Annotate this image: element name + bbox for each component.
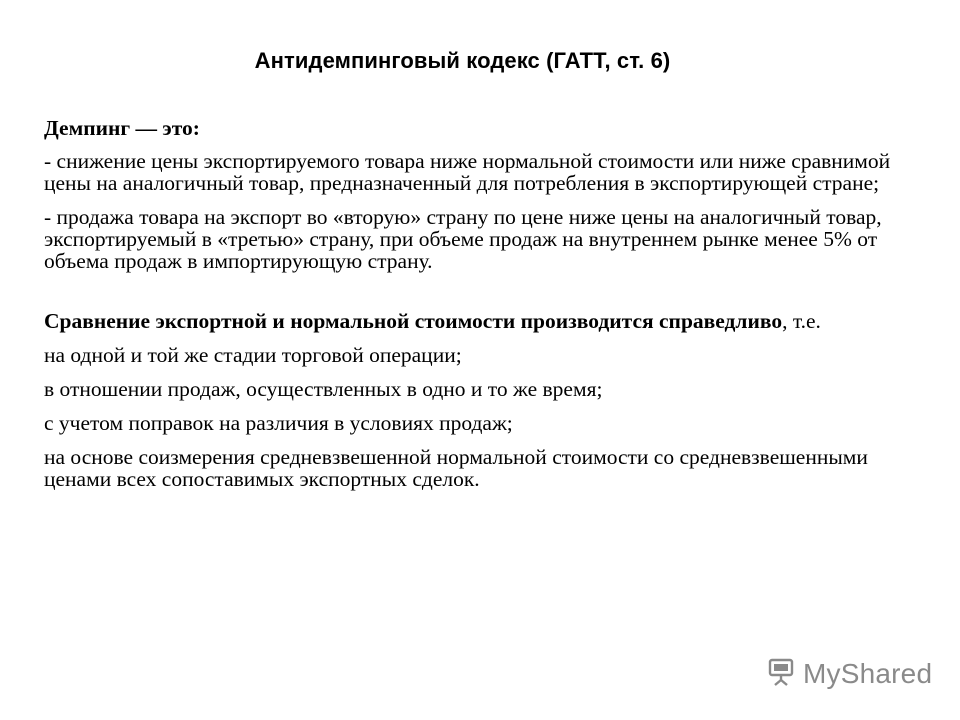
comparison-rest-text: , т.е.	[782, 309, 821, 333]
definition-heading: Демпинг — это:	[44, 116, 200, 140]
slide-title: Антидемпинговый кодекс (ГАТТ, ст. 6)	[254, 48, 671, 73]
comparison-item: на одной и той же стадии торговой операции;	[44, 343, 462, 367]
definition-item: - снижение цены экспортируемого товара ниже нормальной стоимости или ниже сравнимой цены на аналогичный товар, предназначенный для потребления в экспортирующей стране;	[44, 149, 891, 195]
presentation-board-icon	[766, 657, 796, 692]
comparison-item: с учетом поправок на различия в условиях продаж;	[44, 411, 513, 435]
slide-body	[44, 117, 924, 490]
definition-item: - продажа товара на экспорт во «вторую» страну по цене ниже цены на аналогичный товар, экспортируемый в «третью» страну, при объеме продаж на внутреннем рынке менее 5% от объема продаж в импортирующую страну.	[44, 205, 882, 273]
comparison-item: на основе соизмерения средневзвешенной нормальной стоимости со средневзвешенными ценами всех сопоставимых экспортных сделок.	[44, 445, 868, 491]
comparison-paragraph	[44, 310, 924, 332]
comparison-item: в отношении продаж, осуществленных в одно и то же время;	[44, 377, 603, 401]
comparison-bold-text: Сравнение экспортной и нормальной стоимости производится справедливо	[44, 309, 783, 333]
myshared-watermark	[766, 658, 932, 690]
watermark-text: MyShared	[803, 658, 933, 689]
